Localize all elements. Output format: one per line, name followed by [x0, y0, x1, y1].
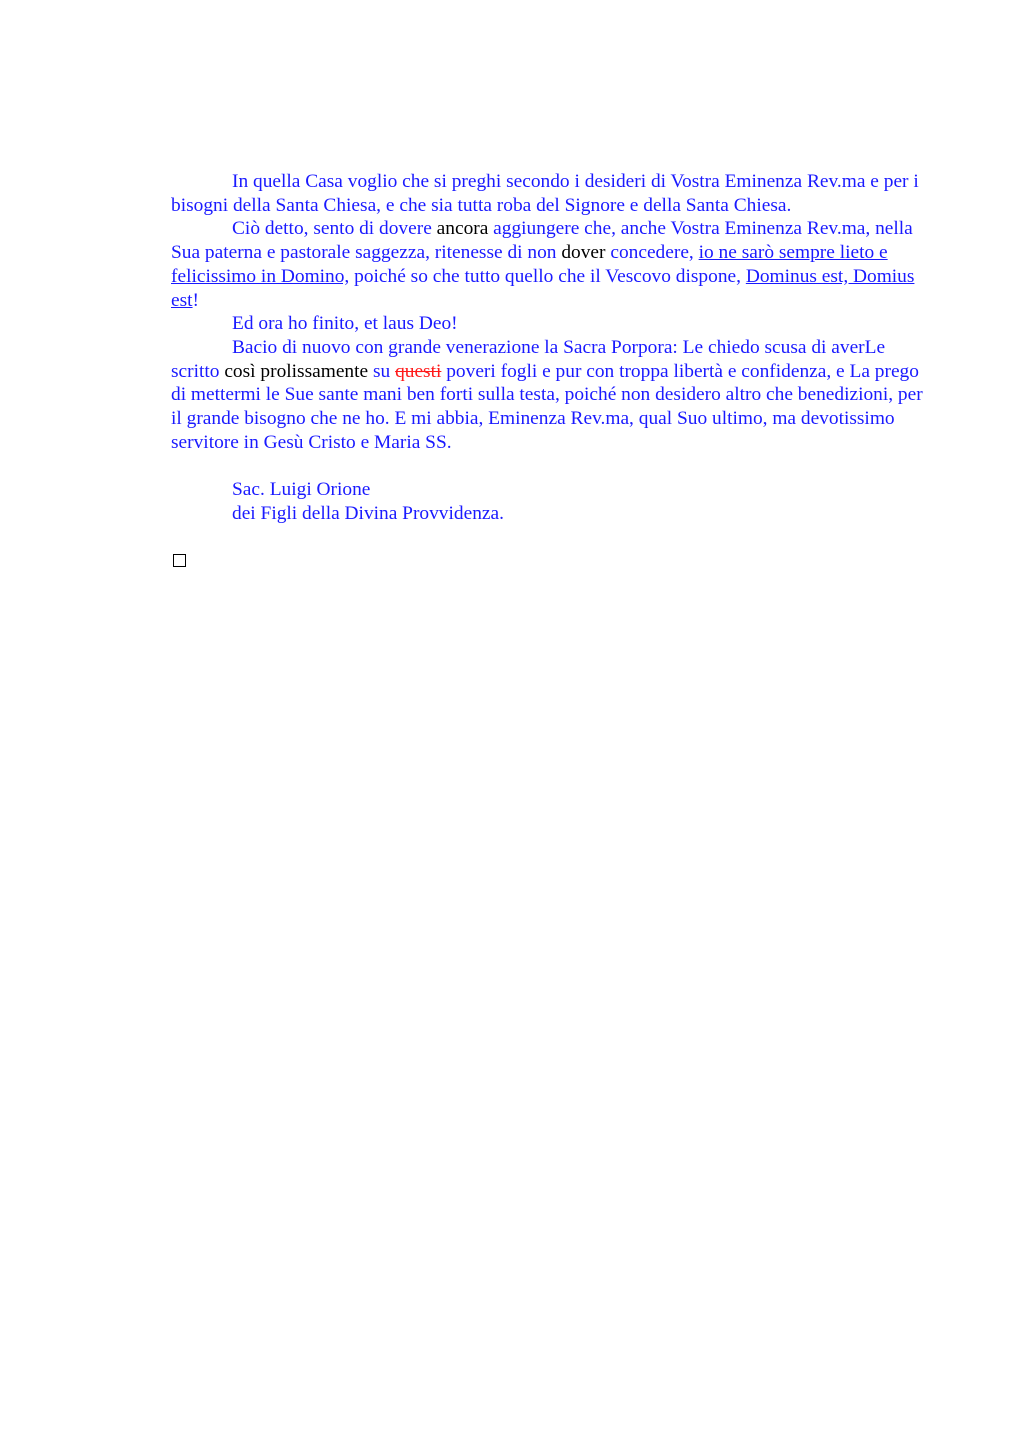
paragraph-1	[171, 170, 931, 217]
signature-affiliation: dei Figli della Divina Provvidenza.	[232, 502, 504, 524]
paragraph-2-segment-3: aggiungere che, anche Vostra Eminenza Rev.ma, nella Sua paterna e pastorale saggezza, ritenesse di non	[171, 218, 913, 264]
paragraph-2	[171, 217, 931, 312]
paragraph-2-segment-9: !	[192, 289, 200, 311]
paragraph-4	[171, 336, 931, 455]
paragraph-4-inserted-phrase: così prolissamente	[224, 360, 369, 382]
blank-line	[171, 454, 931, 478]
paragraph-2-segment-5: concedere,	[605, 242, 699, 264]
paragraph-4-segment-1: Bacio di nuovo con grande venerazione la Sacra Porpora: Le chiedo scusa di averLe scritto	[171, 336, 886, 382]
paragraph-2-segment-1: Ciò detto, sento di dovere	[232, 218, 437, 240]
paragraph-2-inserted-ancora: ancora	[436, 218, 489, 240]
paragraph-4-segment-3: su	[368, 360, 396, 382]
paragraph-4-deleted-questi: questi	[395, 360, 442, 382]
paragraph-3-text: Ed ora ho finito, et laus Deo!	[232, 313, 458, 335]
paragraph-3	[171, 312, 931, 336]
paragraph-1-text: In quella Casa voglio che si preghi secondo i desideri di Vostra Eminenza Rev.ma e per i bisogni della Santa Chiesa, e che sia tutta roba del Signore e della Santa Chiesa.	[171, 171, 919, 216]
paragraph-2-inserted-dover: dover	[561, 242, 606, 264]
paragraph-2-underlined-phrase: io ne sarò sempre lieto e felicissimo in Domino,	[171, 242, 888, 287]
empty-square-icon	[173, 554, 186, 567]
signature-name: Sac. Luigi Orione	[232, 479, 371, 501]
paragraph-2-underlined-dominus: Dominus est, Domius est	[171, 265, 915, 311]
paragraph-4-segment-5: poveri fogli e pur con troppa libertà e confidenza, e La prego di mettermi le Sue sante mani ben forti sulla testa, poiché non desidero altro che benedizioni, per il grande bisogno che ne ho. E mi abbia, Eminenza Rev.ma, qual Suo ultimo, ma devotissimo servitore in Gesù Cristo e Maria SS.	[171, 360, 923, 453]
paragraph-2-segment-7: poiché so che tutto quello che il Vescovo dispone,	[349, 265, 746, 287]
letter-body	[171, 170, 931, 526]
